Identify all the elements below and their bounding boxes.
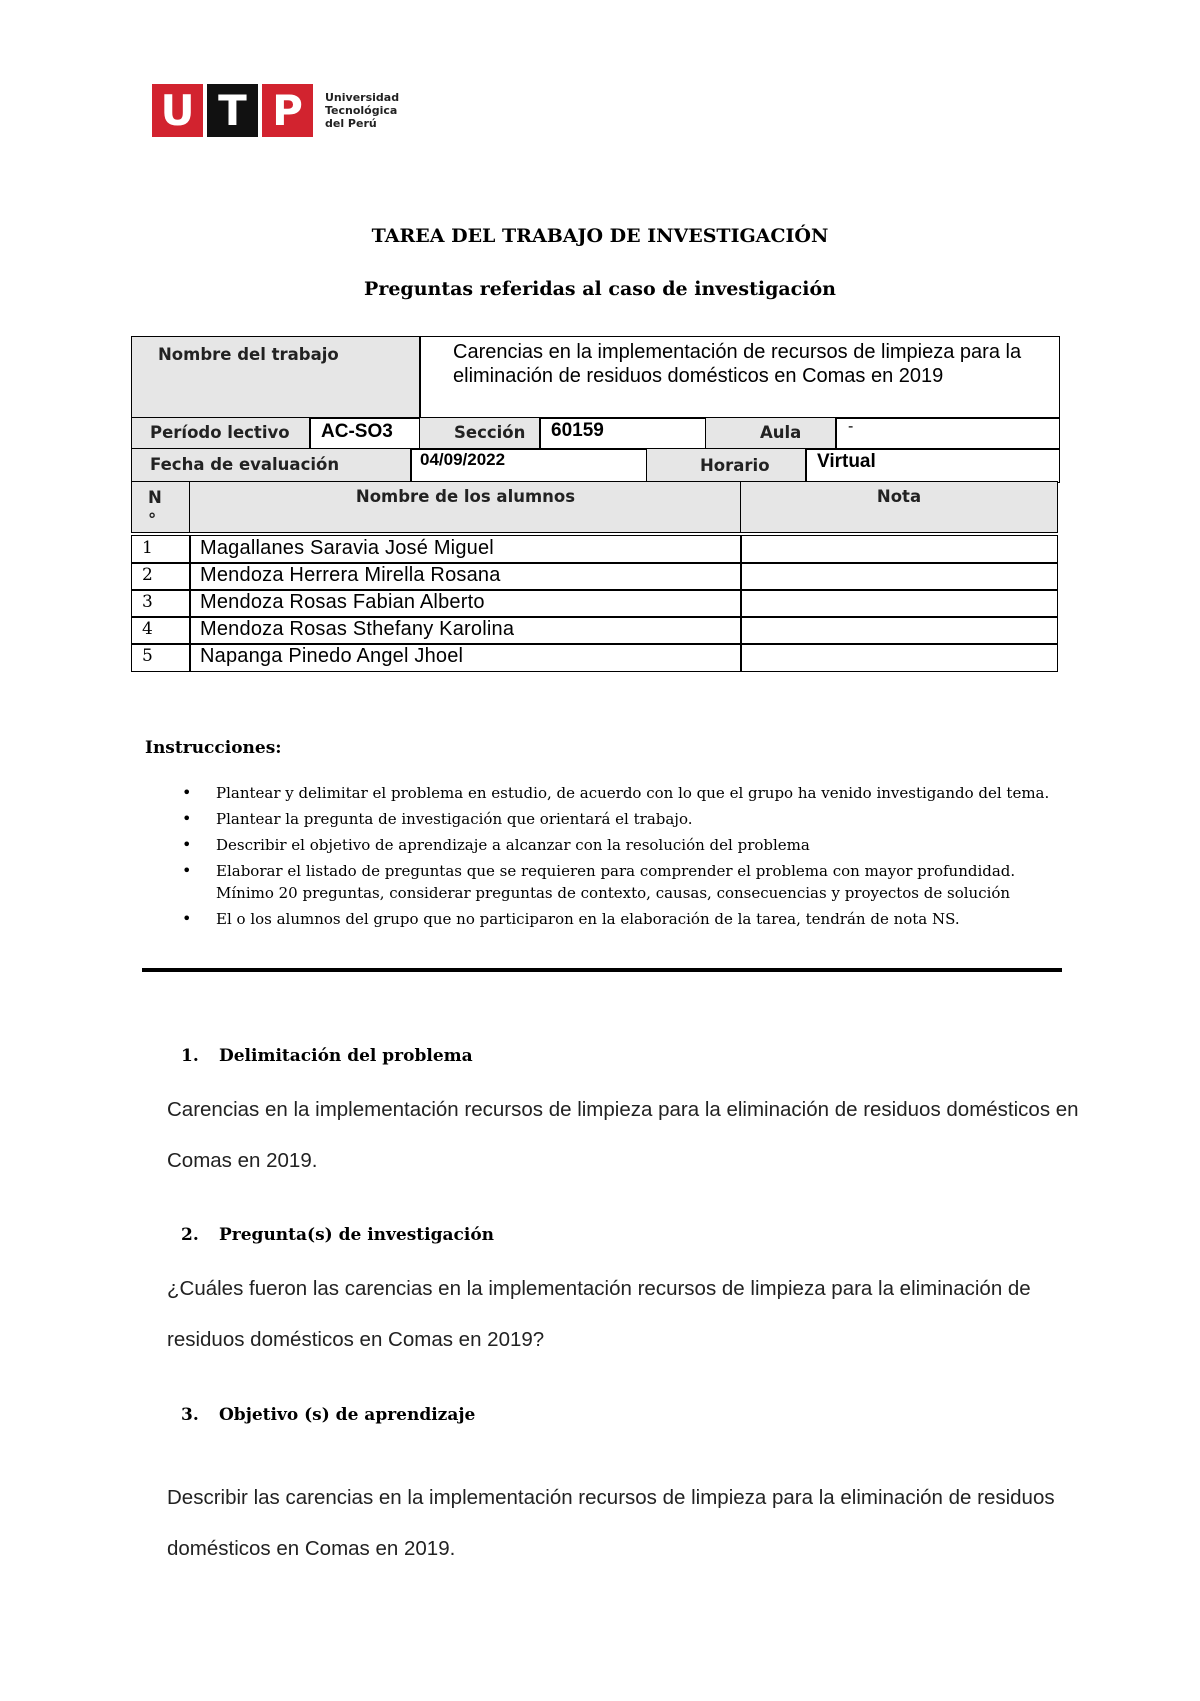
logo-letter-u: U (152, 84, 203, 137)
column-grade-header: Nota (740, 481, 1058, 533)
student-row-number: 3 (131, 589, 191, 618)
periodo-lectivo-label: Período lectivo (131, 417, 311, 450)
student-grade (740, 562, 1058, 591)
periodo-lectivo-value: AC-SO3 (309, 417, 421, 450)
section-text-3: Describir las carencias en la implementación recursos de limpieza para la eliminación de residuos domésticos en Comas en 2019. (167, 1486, 1055, 1560)
student-grade (740, 535, 1058, 564)
fecha-evaluacion-value: 04/09/2022 (410, 448, 648, 483)
nombre-trabajo-label: Nombre del trabajo (131, 336, 421, 419)
seccion-label: Sección (419, 417, 541, 450)
section-heading-3: 3. Objetivo (s) de aprendizaje (181, 1405, 476, 1425)
student-name: Mendoza Rosas Fabian Alberto (189, 589, 742, 618)
instruction-item: • Plantear la pregunta de investigación que orientará el trabajo. (176, 808, 1056, 830)
section-text-1: Carencias en la implementación recursos de limpieza para la eliminación de residuos domésticos en Comas en 2019. (167, 1098, 1079, 1172)
section-text-2: ¿Cuáles fueron las carencias en la implementación recursos de limpieza para la eliminación de residuos domésticos en Comas en 2019? (167, 1277, 1031, 1351)
student-grade (740, 643, 1058, 672)
student-row-number: 2 (131, 562, 191, 591)
logo-letter-p: P (262, 84, 313, 137)
logo-letter-t: T (207, 84, 258, 137)
document-title: TAREA DEL TRABAJO DE INVESTIGACIÓN (371, 225, 829, 247)
utp-logo (152, 84, 399, 137)
column-student-name-header: Nombre de los alumnos (189, 481, 742, 533)
fecha-evaluacion-label: Fecha de evaluación (131, 448, 412, 483)
seccion-value: 60159 (539, 417, 707, 450)
aula-value: - (835, 417, 1060, 450)
logo-university-name: Universidad Tecnológica del Perú (325, 91, 400, 130)
section-heading-2: 2. Pregunta(s) de investigación (181, 1225, 495, 1245)
instruction-item: • Plantear y delimitar el problema en estudio, de acuerdo con lo que el grupo ha venido investigando del tema. (176, 782, 1056, 804)
nombre-trabajo-value: Carencias en la implementación de recursos de limpieza para la eliminación de residuos domésticos en Comas en 2019 (419, 336, 1060, 419)
student-row-number: 5 (131, 643, 191, 672)
instruction-item: • Elaborar el listado de preguntas que se requieren para comprender el problema con mayor profundidad. Mínimo 20 preguntas, considerar preguntas de contexto, causas, consecuencias y proyectos de solución (176, 860, 1056, 904)
aula-label: Aula (705, 417, 837, 450)
student-name: Mendoza Herrera Mirella Rosana (189, 562, 742, 591)
student-grade (740, 589, 1058, 618)
student-name: Mendoza Rosas Sthefany Karolina (189, 616, 742, 645)
student-row-number: 1 (131, 535, 191, 564)
instructions-list (176, 782, 1056, 934)
horario-label: Horario (646, 448, 807, 483)
instructions-title: Instrucciones: (145, 738, 282, 758)
info-table (131, 336, 1060, 674)
student-row-number: 4 (131, 616, 191, 645)
instruction-item: • El o los alumnos del grupo que no participaron en la elaboración de la tarea, tendrán de nota NS. (176, 908, 1056, 930)
student-name: Napanga Pinedo Angel Jhoel (189, 643, 742, 672)
instruction-item: • Describir el objetivo de aprendizaje a alcanzar con la resolución del problema (176, 834, 1056, 856)
student-name: Magallanes Saravia José Miguel (189, 535, 742, 564)
section-heading-1: 1. Delimitación del problema (181, 1046, 473, 1066)
column-number-header: N ° (131, 481, 191, 533)
section-divider (142, 968, 1062, 972)
student-grade (740, 616, 1058, 645)
document-subtitle: Preguntas referidas al caso de investigación (364, 278, 836, 300)
horario-value: Virtual (805, 448, 1060, 483)
